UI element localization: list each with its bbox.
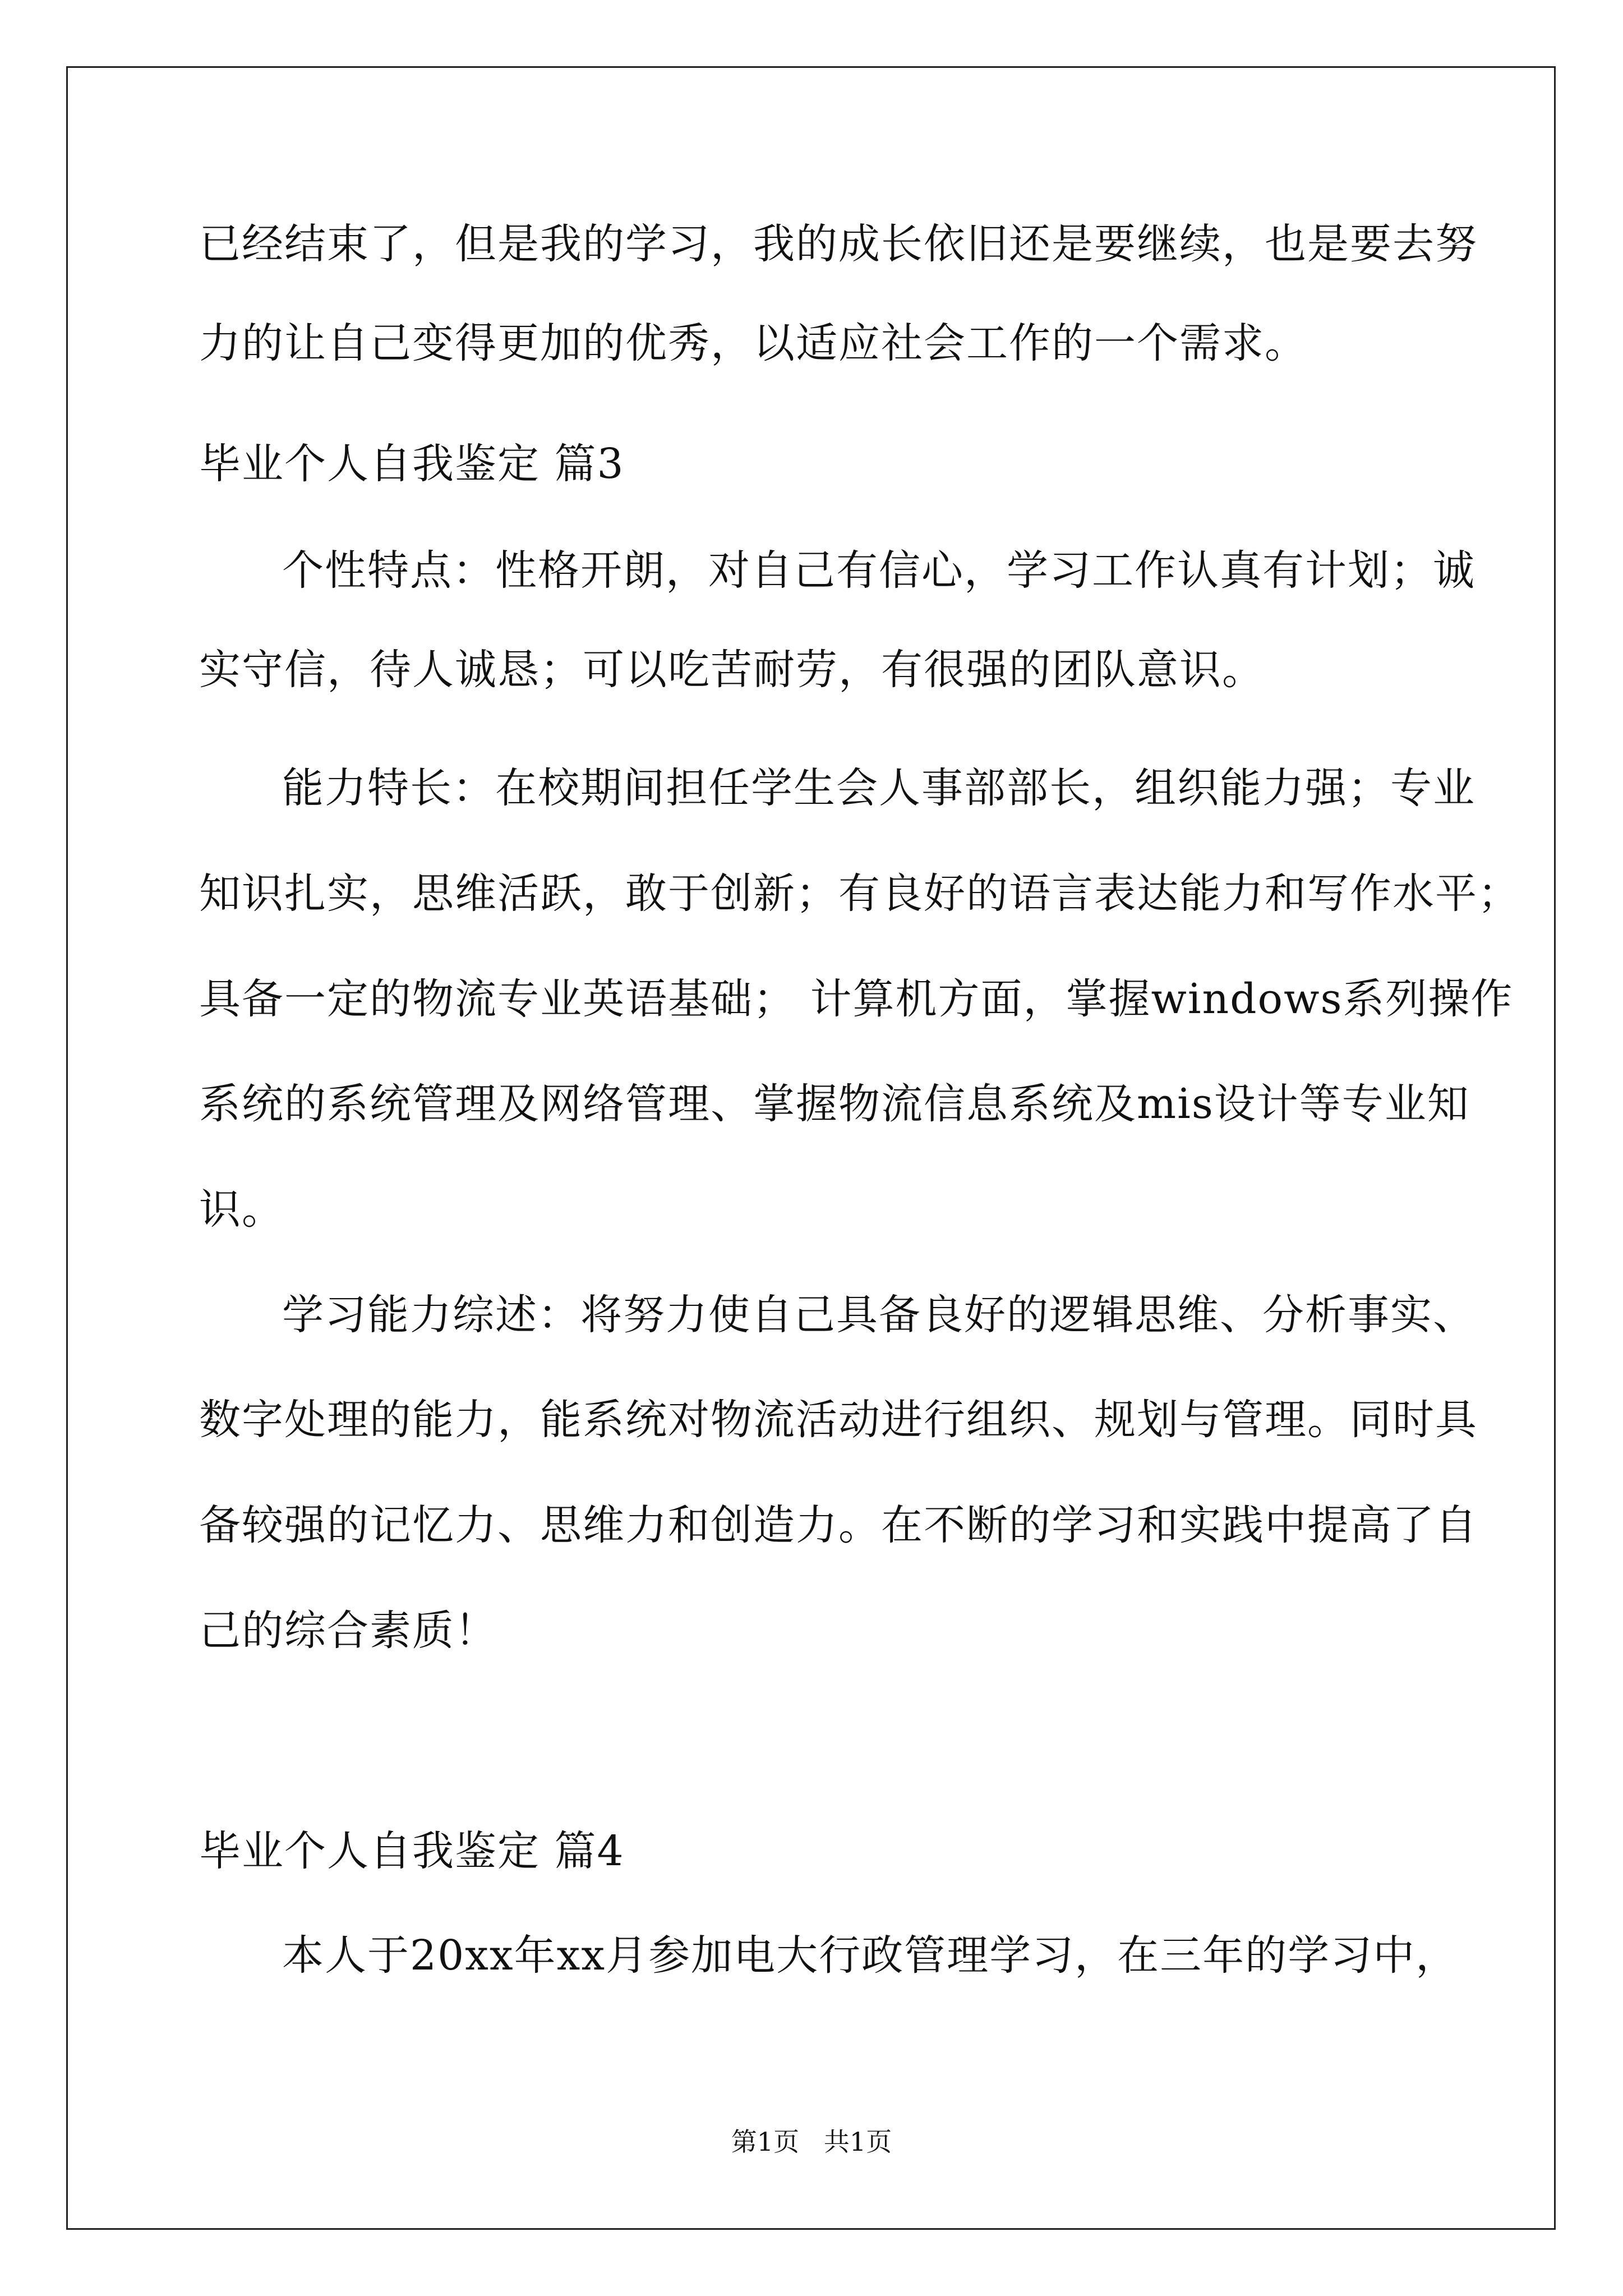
paragraph-line: 系统的系统管理及网络管理、掌握物流信息系统及mis设计等专业知 [199, 1080, 1470, 1128]
paragraph-line: 具备一定的物流专业英语基础； 计算机方面，掌握windows系列操作 [199, 975, 1514, 1023]
page-footer: 第1页 共1页 [731, 2127, 892, 2157]
paragraph-line: 已经结束了，但是我的学习，我的成长依旧还是要继续，也是要去努 [199, 220, 1478, 268]
paragraph-line: 知识扎实，思维活跃，敢于创新；有良好的语言表达能力和写作水平； [199, 869, 1520, 918]
paragraph-line: 识。 [199, 1185, 284, 1234]
section-heading: 毕业个人自我鉴定 篇4 [199, 1827, 625, 1875]
paragraph-line: 己的综合素质！ [199, 1607, 497, 1655]
paragraph-line: 力的让自己变得更加的优秀，以适应社会工作的一个需求。 [199, 319, 1307, 367]
paragraph-line: 学习能力综述：将努力使自己具备良好的逻辑思维、分析事实、 [282, 1291, 1476, 1339]
paragraph-line: 能力特长：在校期间担任学生会人事部部长，组织能力强；专业 [282, 764, 1476, 812]
paragraph-line: 实守信，待人诚恳；可以吃苦耐劳，有很强的团队意识。 [199, 646, 1265, 694]
paragraph-line: 备较强的记忆力、思维力和创造力。在不断的学习和实践中提高了自 [199, 1501, 1478, 1549]
paragraph-line: 个性特点：性格开朗，对自己有信心，学习工作认真有计划；诚 [282, 546, 1476, 595]
section-heading: 毕业个人自我鉴定 篇3 [199, 440, 625, 488]
page-border [66, 66, 1556, 2230]
paragraph-line: 本人于20xx年xx月参加电大行政管理学习，在三年的学习中， [282, 1931, 1459, 1980]
paragraph-line: 数字处理的能力，能系统对物流活动进行组织、规划与管理。同时具 [199, 1396, 1478, 1444]
